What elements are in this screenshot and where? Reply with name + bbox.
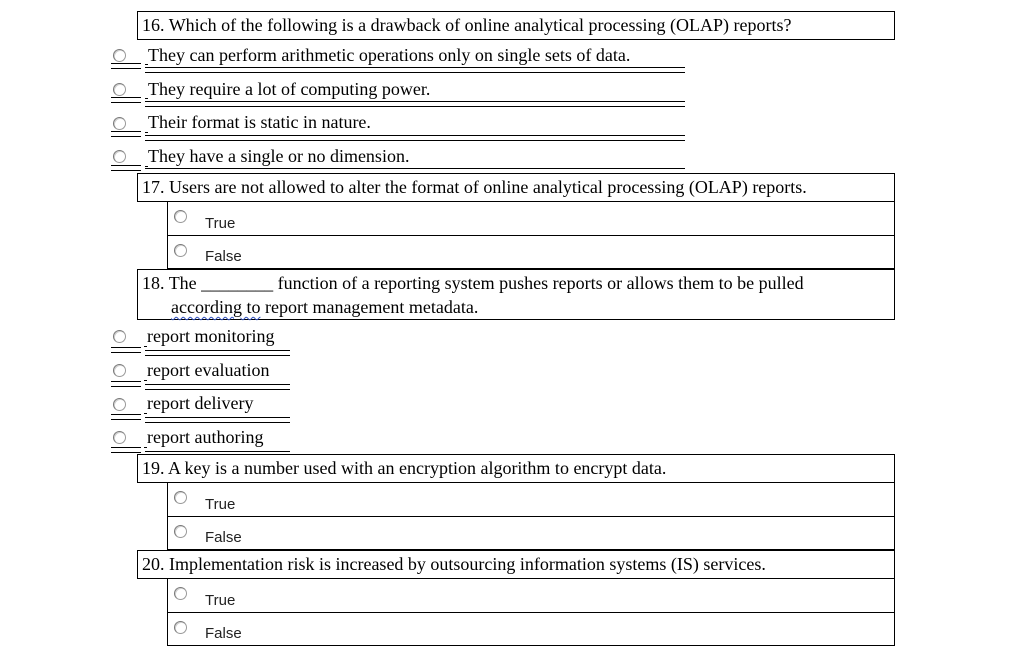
question-number: 20. bbox=[142, 554, 165, 574]
radio-underline bbox=[111, 381, 141, 387]
option-divider bbox=[145, 417, 290, 423]
option-label-false: False bbox=[205, 529, 242, 546]
radio-underline bbox=[111, 414, 141, 420]
radio-underline bbox=[111, 63, 141, 69]
option-text: report delivery bbox=[147, 393, 254, 413]
question-text: Implementation risk is increased by outsourcing information systems (IS) services. bbox=[169, 554, 766, 574]
question-16 bbox=[137, 11, 895, 40]
option-text: They can perform arithmetic operations only on single sets of data. bbox=[148, 45, 631, 65]
true-option-row bbox=[167, 483, 895, 517]
option-divider bbox=[145, 168, 685, 172]
true-radio[interactable] bbox=[174, 210, 187, 223]
option-label-true: True bbox=[205, 496, 236, 513]
option-radio[interactable] bbox=[113, 364, 126, 377]
option-text: They require a lot of computing power. bbox=[148, 79, 431, 99]
option-radio[interactable] bbox=[113, 83, 126, 96]
option-text: report authoring bbox=[147, 427, 264, 447]
option-radio[interactable] bbox=[113, 330, 126, 343]
false-radio[interactable] bbox=[174, 621, 187, 634]
option-divider bbox=[145, 101, 685, 107]
option-radio[interactable] bbox=[113, 398, 126, 411]
false-option-row bbox=[167, 236, 895, 269]
question-text-line2: report management metadata. bbox=[260, 297, 479, 317]
true-radio[interactable] bbox=[174, 491, 187, 504]
option-divider bbox=[145, 384, 290, 390]
false-option-row bbox=[167, 613, 895, 646]
question-number: 18. bbox=[142, 273, 165, 293]
option-radio[interactable] bbox=[113, 150, 126, 163]
option-text: report evaluation bbox=[147, 360, 270, 380]
option-label-false: False bbox=[205, 625, 242, 642]
option-radio[interactable] bbox=[113, 431, 126, 444]
radio-underline bbox=[111, 447, 141, 453]
option-text: report monitoring bbox=[147, 326, 275, 346]
question-18 bbox=[137, 269, 895, 320]
radio-underline bbox=[111, 131, 141, 137]
question-number: 16. bbox=[142, 15, 165, 35]
question-number: 19. bbox=[142, 458, 165, 478]
option-radio[interactable] bbox=[113, 117, 126, 130]
question-text: A key is a number used with an encryption algorithm to encrypt data. bbox=[168, 458, 667, 478]
question-text: Which of the following is a drawback of online analytical processing (OLAP) reports? bbox=[168, 15, 792, 35]
option-radio[interactable] bbox=[113, 49, 126, 62]
question-text-line1: The ________ function of a reporting system pushes reports or allows them to be pulled bbox=[168, 273, 804, 293]
question-text-underlined: according to bbox=[171, 297, 261, 317]
question-19 bbox=[137, 454, 895, 483]
question-text: Users are not allowed to alter the format of online analytical processing (OLAP) reports. bbox=[169, 177, 807, 197]
true-option-row bbox=[167, 579, 895, 613]
question-17 bbox=[137, 173, 895, 202]
question-20 bbox=[137, 550, 895, 579]
false-radio[interactable] bbox=[174, 525, 187, 538]
false-option-row bbox=[167, 517, 895, 550]
option-divider bbox=[145, 67, 685, 73]
option-divider bbox=[145, 350, 290, 356]
option-text: Their format is static in nature. bbox=[148, 112, 371, 132]
true-radio[interactable] bbox=[174, 587, 187, 600]
radio-underline bbox=[111, 347, 141, 353]
radio-underline bbox=[111, 97, 141, 103]
question-number: 17. bbox=[142, 177, 165, 197]
option-text: They have a single or no dimension. bbox=[148, 146, 410, 166]
option-label-false: False bbox=[205, 248, 242, 265]
option-label-true: True bbox=[205, 592, 236, 609]
radio-underline bbox=[111, 165, 141, 171]
option-label-true: True bbox=[205, 215, 236, 232]
true-option-row bbox=[167, 202, 895, 236]
option-divider bbox=[145, 135, 685, 141]
false-radio[interactable] bbox=[174, 244, 187, 257]
